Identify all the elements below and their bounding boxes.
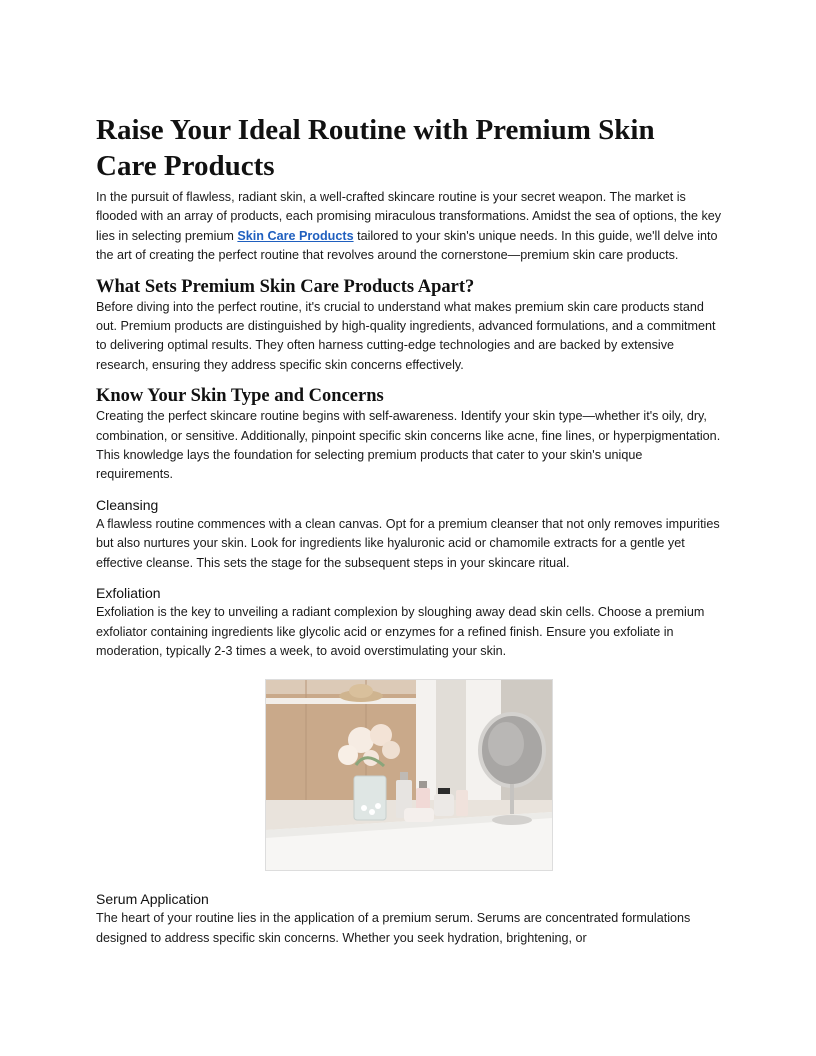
page-title: Raise Your Ideal Routine with Premium Skin Care Products [96,114,655,182]
subsection-heading-cleansing: Cleansing [96,496,159,513]
intro-paragraph [96,188,722,266]
document-page [96,112,722,948]
subsection-body-cleansing: A flawless routine commences with a clean canvas. Opt for a premium cleanser that not only removes impurities but also nurtures your skin. Look for ingredients like hyaluronic acid or chamomile extracts for a gentle yet effective cleanse. This sets the stage for the subsequent steps in your skincare ritual. [96,516,720,570]
intro-text-end: tailored to your skin's unique needs. In this guide, we'll delve into the art of creating the perfect routine that revolves around the cornerstone—premium skin care products. [96,228,718,263]
vanity-table-image [265,679,553,871]
subsection-heading-exfoliation: Exfoliation [96,585,161,602]
subsection-body-serum: The heart of your routine lies in the application of a premium serum. Serums are concentrated formulations designed to address specific skin concerns. Whether you seek hydration, brightening, or [96,911,691,945]
section-heading-skin-type: Know Your Skin Type and Concerns [96,386,384,407]
skin-care-products-link[interactable]: Skin Care Products [237,228,354,243]
section-body-premium: Before diving into the perfect routine, it's crucial to understand what makes premium skin care products stand out. Premium products are distinguished by high-quality ingredients, advanced formulations, and a commitment to delivering optimal results. They often harness cutting-edge technologies and are backed by extensive research, ensuring they address specific skin concerns effectively. [96,299,716,372]
subsection-body-exfoliation: Exfoliation is the key to unveiling a radiant complexion by sloughing away dead skin cells. Choose a premium exfoliator containing ingredients like glycolic acid or enzymes for a refined finish. Ensure you exfoliate in moderation, typically 2-3 times a week, to avoid overstimulating your skin. [96,605,705,658]
section-body-skin-type: Creating the perfect skincare routine begins with self-awareness. Identify your skin type—whether it's oily, dry, combination, or sensitive. Additionally, pinpoint specific skin concerns like acne, fine lines, or hyperpigmentation. This knowledge lays the foundation for selecting premium products that cater to your skin's unique requirements. [96,409,721,482]
subsection-heading-serum: Serum Application [96,891,209,908]
intro-text-start: In the pursuit of flawless, radiant skin, a well-crafted skincare routine is your secret weapon. The market is flooded with an array of products, each promising miraculous transformations. Amidst the sea of options, the key lies in selecting premium [96,190,722,243]
section-heading-premium: What Sets Premium Skin Care Products Apart? [96,276,475,297]
